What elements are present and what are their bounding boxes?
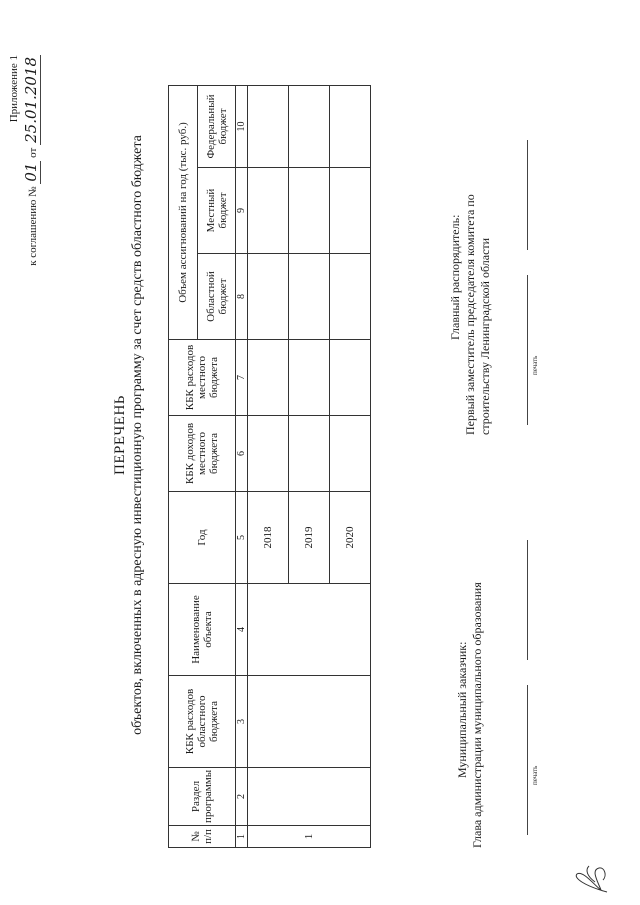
col-number: 6 [236,416,248,492]
col-number: 8 [236,254,248,340]
distributor-signature-line [527,275,528,425]
cell-year: 2018 [248,492,289,584]
agreement-number: 01 [22,162,40,182]
col-number: 10 [236,86,248,168]
customer-signature-block [455,468,485,848]
distributor-title-1: Первый заместитель председателя комитета по [463,194,477,435]
column-numbers-row [236,86,248,848]
header-row-1 [169,86,198,848]
customer-signature-line [527,685,528,835]
distributor-title-2: строительству Ленинградской области [478,237,492,435]
cell-local-budget [248,168,289,254]
customer-label: Муниципальный заказчик: [455,641,469,778]
col-header-local-budget: Местный бюджет [198,168,236,254]
cell-kbk-regional [248,676,371,768]
cell-section [248,768,371,826]
col-number: 9 [236,168,248,254]
col-header-section: Раздел программы [169,768,236,826]
cell-regional-budget [248,254,289,340]
cell-year: 2019 [289,492,330,584]
cell-regional-budget [330,254,371,340]
customer-name-line [527,540,528,660]
col-header-volume: Объем ассигнований на год (тыс. руб.) [169,86,198,340]
cell-local-budget [330,168,371,254]
col-header-federal-budget: Федеральный бюджет [198,86,236,168]
row-number: 1 [248,826,371,848]
distributor-signature-block [448,15,493,435]
col-header-kbk-income: КБК доходов местного бюджета [169,416,236,492]
col-number: 1 [236,826,248,848]
agreement-date: 25.01.2018 [22,57,40,143]
cell-federal-budget [248,86,289,168]
appendix-label: Приложение 1 [8,55,20,123]
distributor-name-line [527,140,528,250]
col-header-object-name: Наименование объекта [169,584,236,676]
cell-year: 2020 [330,492,371,584]
document-title: ПЕРЕЧЕНЬ [112,395,128,475]
agreement-prefix: к соглашению № [27,186,39,266]
col-number: 4 [236,584,248,676]
cell-federal-budget [330,86,371,168]
cell-kbk-income [289,416,330,492]
distributor-label: Главный распорядитель: [448,214,462,340]
col-number: 7 [236,340,248,416]
col-header-regional-budget: Областной бюджет [198,254,236,340]
table-row [248,86,289,848]
col-header-kbk-regional: КБК расходов областного бюджета [169,676,236,768]
col-number: 2 [236,768,248,826]
col-header-year: Год [169,492,236,584]
cell-kbk-expense [248,340,289,416]
cell-regional-budget [289,254,330,340]
document-subtitle: объектов, включенных в адресную инвестиционную программу за счет средств областного бюджета [130,135,145,735]
col-number: 3 [236,676,248,768]
cell-kbk-expense [289,340,330,416]
customer-seal-caption: печать [531,765,539,785]
customer-title: Глава администрации муниципального образования [470,582,484,848]
handwritten-initials-icon [565,860,615,900]
col-header-num: № п/п [169,826,236,848]
cell-federal-budget [289,86,330,168]
distributor-seal-caption: печать [531,355,539,375]
col-number: 5 [236,492,248,584]
date-prefix: от [27,147,39,158]
cell-kbk-income [330,416,371,492]
cell-object-name [248,584,371,676]
col-header-kbk-expense: КБК расходов местного бюджета [169,340,236,416]
cell-kbk-income [248,416,289,492]
cell-kbk-expense [330,340,371,416]
objects-table [168,85,371,848]
cell-local-budget [289,168,330,254]
agreement-reference [22,55,40,345]
